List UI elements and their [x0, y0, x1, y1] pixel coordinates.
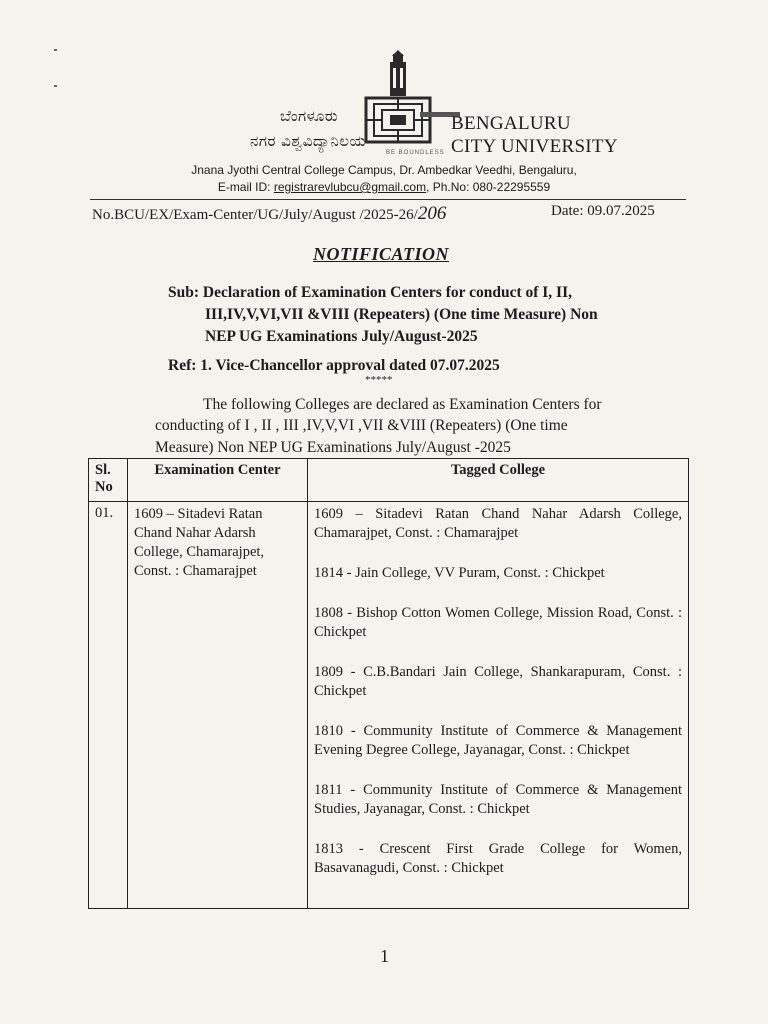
reference-text: Ref: 1. Vice-Chancellor approval dated 07.07.2025: [168, 357, 500, 374]
tagged-college-item: 1811 - Community Institute of Commerce & Management Studies, Jayanagar, Const. : Chickpet: [314, 782, 682, 817]
reference-number: [92, 203, 446, 225]
tagged-college-cell: [308, 502, 689, 909]
tagged-college-item: 1808 - Bishop Cotton Women College, Mission Road, Const. : Chickpet: [314, 605, 682, 640]
university-name-line1: BENGALURU: [451, 113, 571, 134]
scan-speck: [54, 49, 57, 51]
phone-number: , Ph.No: 080-22295559: [426, 180, 551, 194]
exam-center-table: [88, 458, 689, 909]
table-header-row: [89, 459, 689, 502]
logo-motto: BE BOUNDLESS: [386, 150, 445, 156]
kannada-name-line1: ಬೆಂಗಳೂರು: [280, 107, 339, 125]
university-emblem-icon: [362, 50, 434, 156]
notification-date: Date: 09.07.2025: [551, 203, 655, 219]
notification-title: NOTIFICATION: [313, 244, 450, 264]
scan-speck: [54, 85, 57, 87]
body-line-3: Measure) Non NEP UG Examinations July/August -2025: [155, 439, 511, 456]
body-line-2: conducting of I , II , III ,IV,V,VI ,VII &VIII (Repeaters) (One time: [155, 417, 568, 434]
page-number: 1: [380, 946, 389, 966]
tagged-college-item: 1810 - Community Institute of Commerce & Management Evening Degree College, Jayanagar, Const. : Chickpet: [314, 723, 682, 758]
university-logo: [362, 50, 434, 156]
handwritten-number: 206: [417, 203, 447, 224]
reference-line: [168, 355, 500, 376]
tagged-college-item: 1814 - Jain College, VV Puram, Const. : Chickpet: [314, 565, 605, 581]
body-line-1: The following Colleges are declared as Examination Centers for: [203, 396, 602, 413]
column-header-exam-center: Examination Center: [128, 459, 308, 502]
tagged-college-item: 1809 - C.B.Bandari Jain College, Shankarapuram, Const. : Chickpet: [314, 664, 682, 699]
tagged-college-item: 1609 – Sitadevi Ratan Chand Nahar Adarsh College, Chamarajpet, Const. : Chamarajpet: [314, 506, 682, 541]
separator-stars: *****: [365, 374, 393, 386]
address-line: Jnana Jyothi Central College Campus, Dr. Ambedkar Veedhi, Bengaluru,: [191, 163, 577, 177]
contact-line: [0, 180, 768, 194]
reference-number-text: No.BCU/EX/Exam-Center/UG/July/August /2025-26/: [92, 207, 418, 223]
university-name-line2: CITY UNIVERSITY: [451, 136, 618, 157]
column-header-sl-no: Sl. No: [89, 459, 128, 502]
email-label: E-mail ID:: [217, 180, 271, 194]
exam-center-cell: 1609 – Sitadevi Ratan Chand Nahar Adarsh College, Chamarajpet, Const. : Chamarajpet: [128, 502, 308, 909]
kannada-name-line2: ನಗರ ವಿಶ್ವವಿದ್ಯಾನಿಲಯ: [250, 132, 367, 150]
subject-line-3: NEP UG Examinations July/August-2025: [205, 328, 478, 345]
column-header-tagged-college: Tagged College: [308, 459, 689, 502]
subject-line-2: III,IV,V,VI,VII &VIII (Repeaters) (One time Measure) Non: [205, 306, 598, 323]
table-row: [89, 502, 689, 909]
tagged-college-item: 1813 - Crescent First Grade College for Women, Basavanagudi, Const. : Chickpet: [314, 841, 682, 876]
subject-line-1: Sub: Declaration of Examination Centers for conduct of I, II,: [168, 284, 572, 301]
email-link[interactable]: registrarevlubcu@gmail.com: [273, 180, 427, 194]
header-divider: [90, 199, 686, 200]
sl-no-cell: 01.: [89, 502, 128, 909]
